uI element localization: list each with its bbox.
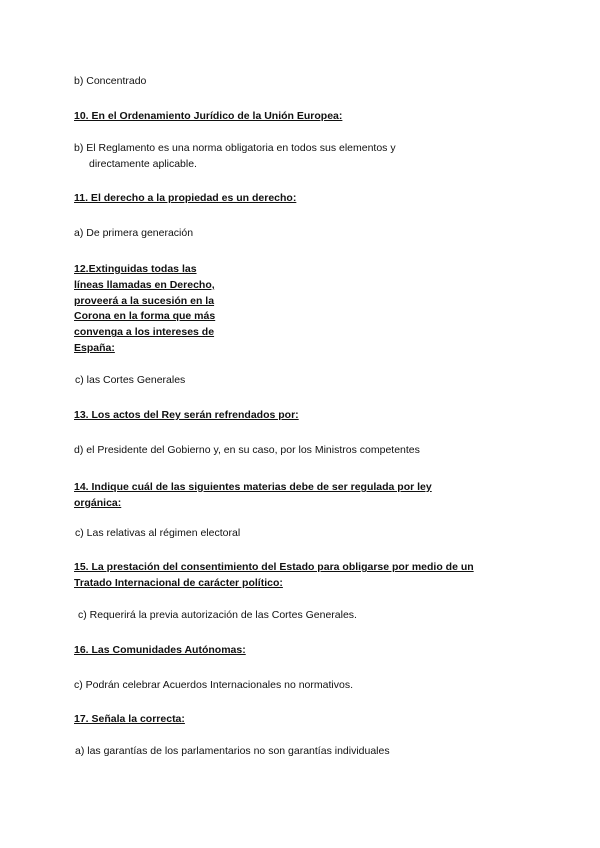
question-11: 11. El derecho a la propiedad es un derecho: — [74, 192, 297, 204]
answer-13: d) el Presidente del Gobierno y, en su caso, por los Ministros competentes — [74, 444, 420, 456]
answer-17: a) las garantías de los parlamentarios no son garantías individuales — [75, 745, 390, 757]
question-15-line-2: Tratado Internacional de carácter político: — [74, 576, 283, 589]
answer-9: b) Concentrado — [74, 75, 147, 87]
answer-10-line-2: directamente aplicable. — [89, 157, 197, 170]
question-12-line-3: proveerá a la sucesión en la — [74, 294, 215, 307]
answer-10-line-1: b) El Reglamento es una norma obligatoria en todos sus elementos y — [74, 142, 396, 154]
question-12-line-2: líneas llamadas en Derecho, — [74, 278, 215, 291]
question-14-line-2: orgánica: — [74, 496, 122, 509]
answer-11: a) De primera generación — [74, 227, 194, 239]
question-17: 17. Señala la correcta: — [74, 713, 185, 725]
question-12-line-6: España: — [74, 341, 115, 354]
question-12-line-4: Corona en la forma que más — [74, 310, 216, 323]
question-14 — [74, 480, 432, 512]
question-12 — [74, 262, 215, 357]
question-15 — [74, 560, 474, 592]
answer-16: c) Podrán celebrar Acuerdos Internacionales no normativos. — [74, 679, 353, 691]
answer-14: c) Las relativas al régimen electoral — [75, 527, 241, 539]
question-12-line-1: 12.Extinguidas todas las — [74, 263, 197, 275]
question-12-line-5: convenga a los intereses de — [74, 326, 215, 339]
question-16: 16. Las Comunidades Autónomas: — [74, 644, 246, 656]
question-13: 13. Los actos del Rey serán refrendados por: — [74, 409, 299, 421]
answer-12: c) las Cortes Generales — [75, 374, 186, 386]
question-15-line-1: 15. La prestación del consentimiento del Estado para obligarse por medio de un — [74, 561, 474, 573]
question-10: 10. En el Ordenamiento Jurídico de la Unión Europea: — [74, 110, 343, 122]
question-14-line-1: 14. Indique cuál de las siguientes materias debe de ser regulada por ley — [74, 481, 432, 493]
answer-10 — [74, 141, 396, 172]
answer-15: c) Requerirá la previa autorización de las Cortes Generales. — [78, 609, 357, 621]
